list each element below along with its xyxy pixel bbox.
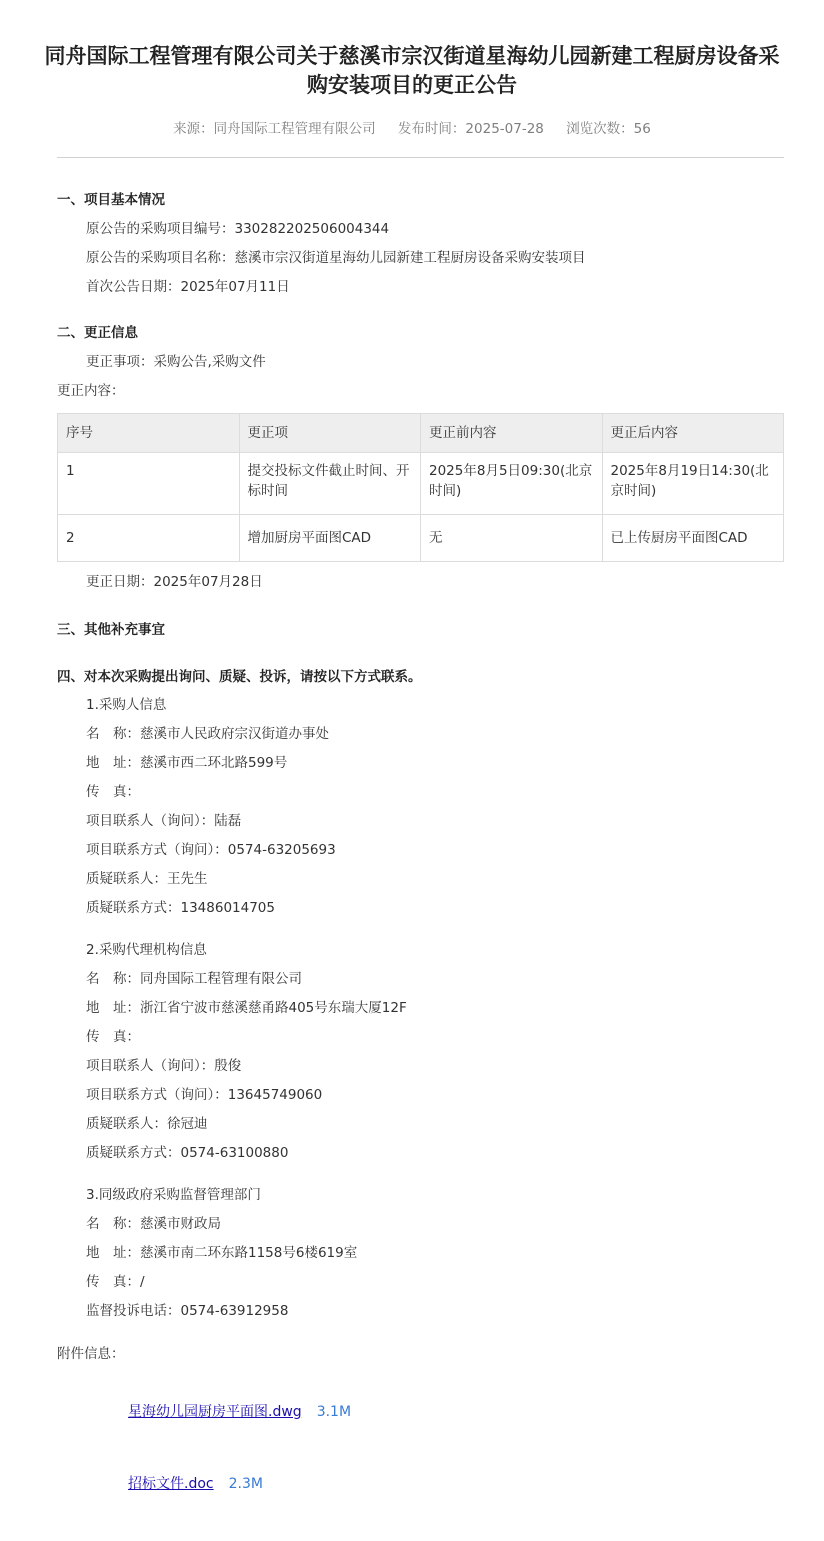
purchaser-name: 名 称：慈溪市人民政府宗汉街道办事处 <box>86 726 329 742</box>
original-project-number: 原公告的采购项目编号：330282202506004344 <box>86 221 390 237</box>
purchaser-complaint-contact: 质疑联系人：王先生 <box>86 871 208 887</box>
purchaser-title: 1.采购人信息 <box>86 697 167 713</box>
purchaser-address: 地 址：慈溪市西二环北路599号 <box>86 755 288 771</box>
table-header-row <box>58 414 784 453</box>
agency-name: 名 称：同舟国际工程管理有限公司 <box>86 971 302 987</box>
correction-content-label: 更正内容： <box>57 383 125 399</box>
attachment-size: 3.1M <box>316 1404 352 1420</box>
table-header-cell: 更正项 <box>239 414 421 453</box>
table-cell: 2025年8月19日14:30(北京时间) <box>602 453 784 515</box>
regulator-fax: 传 真：/ <box>86 1274 145 1290</box>
table-header-cell: 更正前内容 <box>421 414 603 453</box>
agency-complaint-phone: 质疑联系方式：0574-63100880 <box>86 1145 289 1161</box>
attachment-size: 2.3M <box>228 1476 263 1492</box>
original-project-name: 原公告的采购项目名称：慈溪市宗汉街道星海幼儿园新建工程厨房设备采购安装项目 <box>86 250 586 266</box>
table-row <box>58 453 784 515</box>
table-header-cell: 序号 <box>58 414 240 453</box>
purchaser-fax: 传 真： <box>86 784 140 800</box>
agency-title: 2.采购代理机构信息 <box>86 942 207 958</box>
section3-heading: 三、其他补充事宜 <box>57 622 165 638</box>
correction-items: 更正事项：采购公告,采购文件 <box>86 354 266 370</box>
regulator-address: 地 址：慈溪市南二环东路1158号6楼619室 <box>86 1245 358 1261</box>
source-label: 来源：同舟国际工程管理有限公司 <box>173 121 376 137</box>
table-cell: 已上传厨房平面图CAD <box>602 515 784 562</box>
correction-table <box>57 413 784 562</box>
agency-address: 地 址：浙江省宁波市慈溪慈甬路405号东瑞大厦12F <box>86 1000 407 1016</box>
agency-contact: 项目联系人（询问）：殷俊 <box>86 1058 242 1074</box>
correction-date: 更正日期：2025年07月28日 <box>86 574 263 590</box>
purchaser-phone: 项目联系方式（询问）：0574-63205693 <box>86 842 336 858</box>
section1-heading: 一、项目基本情况 <box>57 192 165 208</box>
table-cell: 2 <box>58 515 240 562</box>
table-cell: 增加厨房平面图CAD <box>239 515 421 562</box>
regulator-name: 名 称：慈溪市财政局 <box>86 1216 221 1232</box>
agency-complaint-contact: 质疑联系人：徐冠迪 <box>86 1116 208 1132</box>
first-announcement-date: 首次公告日期：2025年07月11日 <box>86 279 290 295</box>
table-cell: 提交投标文件截止时间、开标时间 <box>239 453 421 515</box>
attachment-item <box>128 1473 263 1493</box>
agency-phone: 项目联系方式（询问）：13645749060 <box>86 1087 323 1103</box>
purchaser-contact: 项目联系人（询问）：陆磊 <box>86 813 242 829</box>
attachments-label: 附件信息： <box>57 1346 125 1362</box>
page-title: 同舟国际工程管理有限公司关于慈溪市宗汉街道星海幼儿园新建工程厨房设备采购安装项目的更正公告 <box>44 44 780 97</box>
table-cell: 1 <box>58 453 240 515</box>
table-header-cell: 更正后内容 <box>602 414 784 453</box>
table-row <box>58 515 784 562</box>
table-cell: 2025年8月5日09:30(北京时间) <box>421 453 603 515</box>
attachment-item <box>128 1401 351 1421</box>
table-cell: 无 <box>421 515 603 562</box>
publish-date: 发布时间：2025-07-28 <box>397 121 544 137</box>
view-count: 浏览次数：56 <box>566 121 651 137</box>
section4-heading: 四、对本次采购提出询问、质疑、投诉，请按以下方式联系。 <box>57 669 422 685</box>
agency-fax: 传 真： <box>86 1029 140 1045</box>
divider <box>57 157 784 158</box>
section2-heading: 二、更正信息 <box>57 325 138 341</box>
regulator-title: 3.同级政府采购监督管理部门 <box>86 1187 261 1203</box>
article-meta <box>0 117 824 137</box>
attachment-link[interactable]: 星海幼儿园厨房平面图.dwg <box>128 1404 302 1420</box>
attachment-link[interactable]: 招标文件.doc <box>128 1476 214 1492</box>
purchaser-complaint-phone: 质疑联系方式：13486014705 <box>86 900 275 916</box>
regulator-complaint-phone: 监督投诉电话：0574-63912958 <box>86 1303 289 1319</box>
